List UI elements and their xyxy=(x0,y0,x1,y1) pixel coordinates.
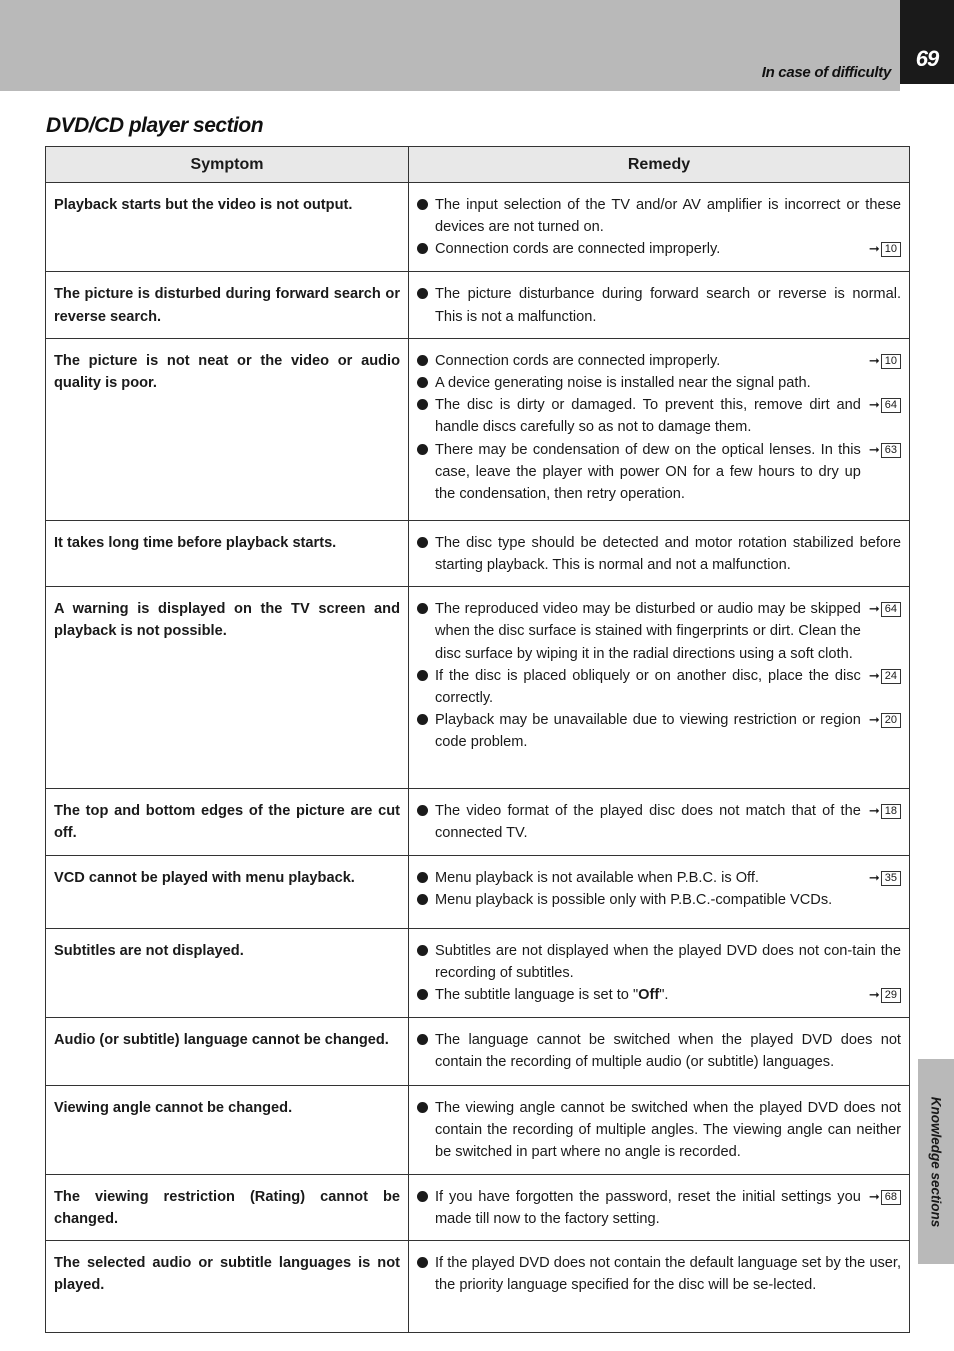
remedy-item xyxy=(417,1097,901,1164)
remedy-item xyxy=(417,984,901,1006)
remedy-text: If the played DVD does not contain the default language set by the user, the priority language specified for the disc will be se-lected. xyxy=(435,1255,901,1294)
remedy-item xyxy=(417,350,901,372)
symptom-cell: VCD cannot be played with menu playback. xyxy=(46,855,409,928)
page-reference xyxy=(869,350,901,373)
arrow-right-icon: ➞ xyxy=(868,1188,880,1204)
arrow-right-icon: ➞ xyxy=(868,803,880,819)
table-row xyxy=(46,520,910,586)
page-reference xyxy=(869,598,901,621)
remedy-item xyxy=(417,889,901,911)
table-row xyxy=(46,1086,910,1175)
page-reference-number: 63 xyxy=(881,443,901,458)
remedy-text: A device generating noise is installed near the signal path. xyxy=(435,375,811,392)
bullet-icon xyxy=(417,894,428,905)
bullet-icon xyxy=(417,243,428,254)
remedy-text: The video format of the played disc does not match that of the connected TV. xyxy=(435,803,861,842)
remedy-item xyxy=(417,439,901,506)
symptom-header: Symptom xyxy=(46,147,409,183)
page-reference-number: 64 xyxy=(881,398,901,413)
remedy-text: The subtitle language is set to " xyxy=(435,987,639,1004)
remedy-cell xyxy=(409,789,910,855)
side-tab-label: Knowledge sections xyxy=(928,1096,944,1227)
symptom-cell: It takes long time before playback starts. xyxy=(46,520,409,586)
page-reference-number: 29 xyxy=(881,988,901,1003)
side-tab xyxy=(918,1059,954,1264)
remedy-text: The viewing angle cannot be switched when the played DVD does not contain the recording of multiple angles. The viewing angle can neither be switched in part where no angle is recorded. xyxy=(435,1100,901,1161)
remedy-cell xyxy=(409,520,910,586)
bullet-icon xyxy=(417,537,428,548)
remedy-cell xyxy=(409,587,910,789)
arrow-right-icon: ➞ xyxy=(868,667,880,683)
remedy-text: The language cannot be switched when the played DVD does not contain the recording of multiple audio (or subtitle) languages. xyxy=(435,1032,901,1071)
page-reference xyxy=(869,665,901,688)
bullet-icon xyxy=(417,989,428,1000)
remedy-text: Connection cords are connected improperly. xyxy=(435,352,721,369)
bullet-icon xyxy=(417,805,428,816)
remedy-text: If the disc is placed obliquely or on another disc, place the disc correctly. xyxy=(435,667,861,707)
remedy-cell xyxy=(409,1241,910,1333)
table-row xyxy=(46,587,910,789)
remedy-item xyxy=(417,372,901,394)
page-reference-number: 68 xyxy=(881,1190,901,1205)
bullet-icon xyxy=(417,670,428,681)
page-reference xyxy=(869,439,901,462)
arrow-right-icon: ➞ xyxy=(868,869,880,885)
remedy-text: Playback may be unavailable due to viewing restriction or region code problem. xyxy=(435,712,861,751)
page-reference xyxy=(869,800,901,823)
remedy-item xyxy=(417,1029,901,1073)
table-row xyxy=(46,183,910,272)
table-row xyxy=(46,1241,910,1333)
page-reference xyxy=(869,709,901,732)
remedy-item xyxy=(417,598,901,665)
table-row xyxy=(46,1174,910,1240)
remedy-text: Menu playback is possible only with P.B.C.-compatible VCDs. xyxy=(435,891,833,908)
remedy-item xyxy=(417,867,901,889)
page-reference-number: 64 xyxy=(881,602,901,617)
remedy-cell xyxy=(409,855,910,928)
remedy-item xyxy=(417,665,901,709)
symptom-cell: Viewing angle cannot be changed. xyxy=(46,1086,409,1175)
arrow-right-icon: ➞ xyxy=(868,987,880,1003)
remedy-text: Subtitles are not displayed when the played DVD does not con-tain the recording of subtitles. xyxy=(435,942,901,981)
remedy-text: If you have forgotten the password, reset the initial settings you made till now to the factory setting. xyxy=(435,1188,861,1227)
setting-value: Off xyxy=(638,987,660,1004)
table-row xyxy=(46,1018,910,1086)
symptom-cell: A warning is displayed on the TV screen and playback is not possible. xyxy=(46,587,409,789)
table-row xyxy=(46,789,910,855)
bullet-icon xyxy=(417,1034,428,1045)
remedy-cell xyxy=(409,928,910,1017)
symptom-cell: Playback starts but the video is not output. xyxy=(46,183,409,272)
remedy-cell xyxy=(409,272,910,338)
remedy-header: Remedy xyxy=(409,147,910,183)
remedy-item xyxy=(417,800,901,844)
table-body xyxy=(46,183,910,1333)
page-reference-number: 10 xyxy=(881,354,901,369)
bullet-icon xyxy=(417,1257,428,1268)
page-reference-number: 35 xyxy=(881,871,901,886)
symptom-cell: The selected audio or subtitle languages is not played. xyxy=(46,1241,409,1333)
remedy-cell xyxy=(409,1174,910,1240)
arrow-right-icon: ➞ xyxy=(868,712,880,728)
symptom-cell: The picture is not neat or the video or audio quality is poor. xyxy=(46,338,409,520)
remedy-item xyxy=(417,238,901,260)
page-reference xyxy=(869,238,901,261)
troubleshooting-table xyxy=(45,146,910,1333)
symptom-cell: The top and bottom edges of the picture are cut off. xyxy=(46,789,409,855)
table-header-row xyxy=(46,147,910,183)
arrow-right-icon: ➞ xyxy=(868,241,880,257)
remedy-item xyxy=(417,194,901,238)
bullet-icon xyxy=(417,872,428,883)
remedy-text: The input selection of the TV and/or AV amplifier is incorrect or these devices are not turned on. xyxy=(435,197,901,236)
page-reference xyxy=(869,867,901,890)
bullet-icon xyxy=(417,714,428,725)
remedy-cell xyxy=(409,338,910,520)
bullet-icon xyxy=(417,288,428,299)
remedy-text: The reproduced video may be disturbed or audio may be skipped when the disc surface is stained with fingerprints or dirt. Clean the disc surface by wiping it in the radial directions using a soft cloth. xyxy=(435,601,861,662)
page-number: 69 xyxy=(900,0,954,84)
symptom-cell: The picture is disturbed during forward search or reverse search. xyxy=(46,272,409,338)
symptom-cell: Audio (or subtitle) language cannot be changed. xyxy=(46,1018,409,1086)
page-reference-number: 24 xyxy=(881,669,901,684)
remedy-item xyxy=(417,709,901,753)
remedy-text-suffix: ". xyxy=(659,987,669,1004)
remedy-item xyxy=(417,940,901,984)
page-reference xyxy=(869,984,901,1007)
page-reference xyxy=(869,1186,901,1209)
table-row xyxy=(46,272,910,338)
page-reference-number: 20 xyxy=(881,713,901,728)
remedy-item xyxy=(417,1252,901,1296)
page-reference-number: 10 xyxy=(881,242,901,257)
arrow-right-icon: ➞ xyxy=(868,397,880,413)
symptom-cell: The viewing restriction (Rating) cannot be changed. xyxy=(46,1174,409,1240)
table-row xyxy=(46,928,910,1017)
remedy-cell xyxy=(409,1086,910,1175)
remedy-text: The picture disturbance during forward search or reverse is normal. This is not a malfunction. xyxy=(435,286,901,325)
bullet-icon xyxy=(417,355,428,366)
section-title: DVD/CD player section xyxy=(46,114,264,137)
bullet-icon xyxy=(417,1102,428,1113)
bullet-icon xyxy=(417,1191,428,1202)
arrow-right-icon: ➞ xyxy=(868,352,880,368)
symptom-cell: Subtitles are not displayed. xyxy=(46,928,409,1017)
remedy-cell xyxy=(409,1018,910,1086)
arrow-right-icon: ➞ xyxy=(868,601,880,617)
page-reference-number: 18 xyxy=(881,804,901,819)
page-reference xyxy=(869,394,901,417)
bullet-icon xyxy=(417,444,428,455)
remedy-item xyxy=(417,1186,901,1230)
bullet-icon xyxy=(417,199,428,210)
remedy-text: Connection cords are connected improperly. xyxy=(435,241,721,258)
running-head: In case of difficulty xyxy=(761,64,891,81)
table-row xyxy=(46,855,910,928)
bullet-icon xyxy=(417,945,428,956)
remedy-cell xyxy=(409,183,910,272)
remedy-text: The disc is dirty or damaged. To prevent this, remove dirt and handle discs carefully so as not to damage them. xyxy=(435,397,861,436)
remedy-item xyxy=(417,532,901,576)
remedy-text: There may be condensation of dew on the optical lenses. In this case, leave the player with power ON for a few hours to dry up the condensation, then retry operation. xyxy=(435,441,861,503)
bullet-icon xyxy=(417,399,428,410)
remedy-text: Menu playback is not available when P.B.C. is Off. xyxy=(435,869,759,886)
arrow-right-icon: ➞ xyxy=(868,441,880,457)
table-row xyxy=(46,338,910,520)
remedy-text: The disc type should be detected and motor rotation stabilized before starting playback. This is normal and not a malfunction. xyxy=(435,534,901,574)
remedy-item xyxy=(417,394,901,438)
remedy-item xyxy=(417,283,901,327)
bullet-icon xyxy=(417,603,428,614)
bullet-icon xyxy=(417,377,428,388)
